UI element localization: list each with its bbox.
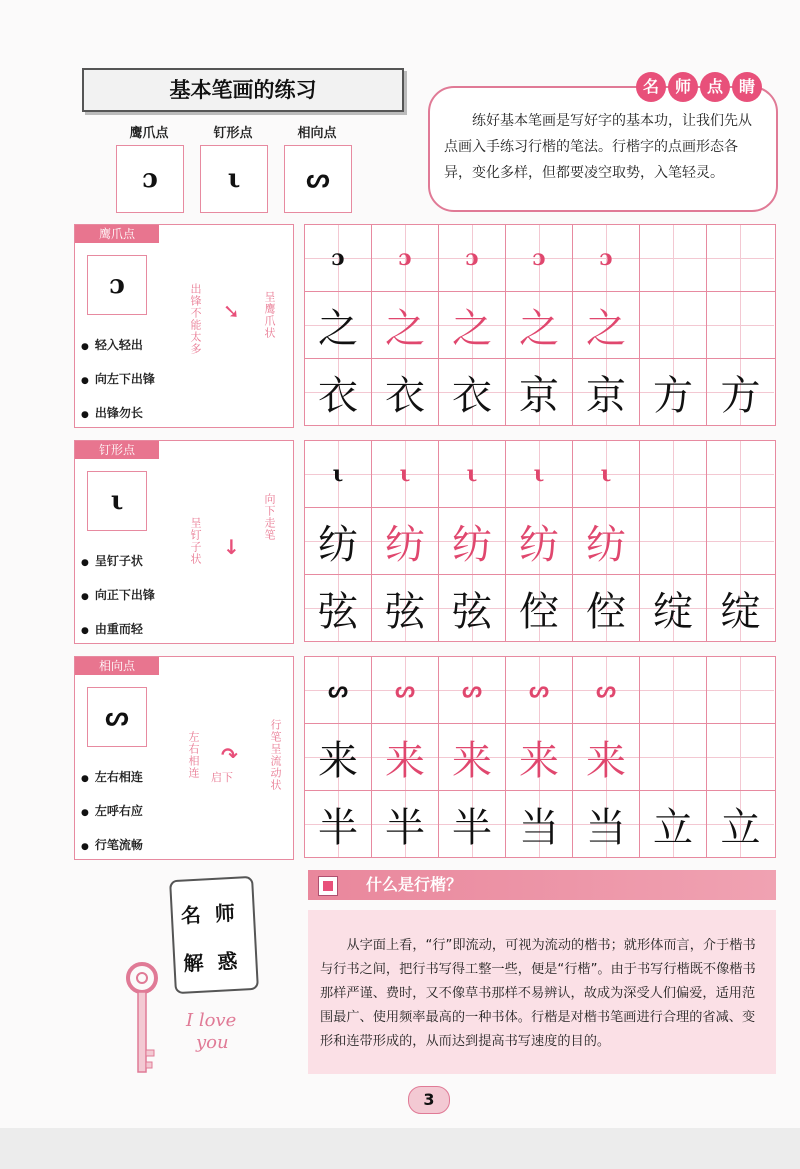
- grid-cell: ᔕ: [439, 657, 506, 723]
- stroke-glyph: ɔ: [142, 164, 158, 194]
- grid-cell: 倥: [573, 575, 640, 641]
- panel-cell: [87, 687, 147, 747]
- arrow-icon: ↷: [221, 743, 238, 767]
- grid-cell: 半: [372, 791, 439, 857]
- grid-cell: [640, 225, 707, 291]
- grid-cell: 半: [305, 791, 372, 857]
- demo-label: 鹰爪点: [129, 126, 169, 141]
- scan-margin: [0, 1128, 800, 1169]
- badge-char: 师: [668, 72, 698, 102]
- grid-cell: [640, 441, 707, 507]
- question-header: [308, 870, 776, 900]
- panel-cell: [87, 255, 147, 315]
- grid-cell: ι: [372, 441, 439, 507]
- grid-cell: 衣: [372, 359, 439, 425]
- grid-cell: ɔ: [372, 225, 439, 291]
- card-char: 惑: [216, 948, 239, 974]
- grid-cell: [707, 292, 774, 358]
- grid-cell: 当: [506, 791, 573, 857]
- grid-cell: 立: [707, 791, 774, 857]
- demo-cell: [116, 145, 184, 213]
- demo-cell: [200, 145, 268, 213]
- stroke-panel: [74, 656, 294, 860]
- grid-row: [305, 441, 775, 508]
- teacher-tip-badge: [636, 72, 762, 102]
- grid-cell: 弦: [305, 575, 372, 641]
- practice-grid: [304, 440, 776, 642]
- grid-cell: 来: [305, 724, 372, 790]
- stroke-note: 启下: [211, 771, 233, 784]
- grid-cell: [640, 724, 707, 790]
- teacher-tip-text: 练好基本笔画是写好字的基本功，让我们先从点画入手练习行楷的笔法。行楷字的点画形态各异，变化多样，但都要凌空取势，入笔轻灵。: [444, 113, 752, 181]
- grid-cell: 半: [439, 791, 506, 857]
- grid-cell: 纺: [439, 508, 506, 574]
- grid-cell: 纺: [372, 508, 439, 574]
- badge-char: 名: [636, 72, 666, 102]
- grid-row: [305, 225, 775, 292]
- grid-cell: 之: [439, 292, 506, 358]
- grid-cell: 来: [573, 724, 640, 790]
- grid-cell: ᔕ: [506, 657, 573, 723]
- grid-cell: 绽: [640, 575, 707, 641]
- grid-cell: 纺: [573, 508, 640, 574]
- grid-cell: ɔ: [506, 225, 573, 291]
- grid-cell: [707, 508, 774, 574]
- stroke-tips: [81, 329, 155, 431]
- grid-cell: [640, 508, 707, 574]
- stroke-glyph: ᔕ: [105, 702, 129, 732]
- grid-cell: 倥: [506, 575, 573, 641]
- tip-item: ● 左呼右应: [81, 795, 143, 829]
- grid-cell: 当: [573, 791, 640, 857]
- grid-cell: 方: [640, 359, 707, 425]
- grid-cell: ι: [305, 441, 372, 507]
- question-text: 从字面上看，“行”即流动，可视为流动的楷书；就形体而言，介于楷书与行书之间，把行书写得工整一些，便是“行楷”。由于书写行楷既不像楷书那样严谨、费时，又不像草书那样不易辨认，故成为深受人们偏爱，适用范围最广、使用频率最高的一种书体。行楷是对楷书笔画进行合理的省减、变形和连带形成的，从而达到提高书写速度的目的。: [320, 938, 756, 1049]
- grid-cell: [707, 441, 774, 507]
- tip-item: ● 轻入轻出: [81, 329, 155, 363]
- stroke-note: 出锋不能太多: [189, 283, 202, 355]
- page-title: 基本笔画的练习: [82, 68, 404, 112]
- stroke-glyph: ι: [227, 164, 241, 194]
- tip-item: ● 向左下出锋: [81, 363, 155, 397]
- grid-cell: ᔕ: [305, 657, 372, 723]
- grid-row: [305, 724, 775, 791]
- stroke-note: 呈鹰爪状: [263, 291, 276, 339]
- grid-cell: ᔕ: [573, 657, 640, 723]
- panel-header: 鹰爪点: [75, 225, 159, 243]
- arrow-icon: ➘: [223, 299, 240, 323]
- grid-cell: 来: [372, 724, 439, 790]
- panel-cell: [87, 471, 147, 531]
- question-title: 什么是行楷？: [366, 875, 463, 894]
- grid-cell: 之: [506, 292, 573, 358]
- tip-item: ● 左右相连: [81, 761, 143, 795]
- teacher-tip-box: [428, 77, 778, 212]
- grid-cell: ɔ: [305, 225, 372, 291]
- grid-row: [305, 292, 775, 359]
- page-number: 3: [408, 1086, 450, 1114]
- stroke-note: 左右相连: [187, 731, 200, 779]
- demo-label: 相向点: [297, 126, 337, 141]
- grid-cell: 之: [305, 292, 372, 358]
- grid-cell: 京: [573, 359, 640, 425]
- stroke-glyph: ᔕ: [306, 164, 330, 194]
- grid-cell: ᔕ: [372, 657, 439, 723]
- love-line: I love: [186, 1010, 237, 1031]
- tip-item: ● 向正下出锋: [81, 579, 155, 613]
- grid-row: [305, 359, 775, 425]
- grid-cell: [707, 657, 774, 723]
- grid-cell: 衣: [305, 359, 372, 425]
- stroke-tips: [81, 761, 143, 863]
- question-body: [308, 910, 776, 1074]
- grid-cell: ɔ: [439, 225, 506, 291]
- grid-cell: 纺: [506, 508, 573, 574]
- love-text: [186, 1010, 236, 1054]
- grid-cell: 来: [439, 724, 506, 790]
- practice-grid: [304, 224, 776, 426]
- stroke-tips: [81, 545, 155, 647]
- grid-cell: 弦: [372, 575, 439, 641]
- tip-item: ● 出锋勿长: [81, 397, 155, 431]
- stroke-note: 行笔呈流动状: [269, 719, 282, 791]
- grid-row: [305, 508, 775, 575]
- grid-cell: 衣: [439, 359, 506, 425]
- grid-cell: 之: [372, 292, 439, 358]
- badge-char: 睛: [732, 72, 762, 102]
- grid-cell: 立: [640, 791, 707, 857]
- arrow-icon: ↓: [223, 535, 240, 559]
- panel-header: 相向点: [75, 657, 159, 675]
- stroke-glyph: ι: [110, 486, 124, 516]
- grid-cell: [707, 225, 774, 291]
- grid-cell: [640, 657, 707, 723]
- grid-cell: 来: [506, 724, 573, 790]
- demo-cell: [284, 145, 352, 213]
- grid-cell: 弦: [439, 575, 506, 641]
- stroke-glyph: ɔ: [109, 270, 125, 300]
- key-icon: [112, 960, 162, 1080]
- demo-label: 钉形点: [213, 126, 253, 141]
- grid-row: [305, 657, 775, 724]
- grid-cell: 绽: [707, 575, 774, 641]
- stroke-panel: [74, 440, 294, 644]
- stroke-panel: [74, 224, 294, 428]
- panel-header: 钉形点: [75, 441, 159, 459]
- stroke-note: 向下走笔: [263, 493, 276, 541]
- grid-cell: [707, 724, 774, 790]
- grid-cell: [640, 292, 707, 358]
- stroke-note: 呈钉子状: [189, 517, 202, 565]
- grid-row: [305, 791, 775, 857]
- grid-cell: ι: [439, 441, 506, 507]
- love-line: you: [196, 1032, 229, 1053]
- square-bullet-icon: [318, 876, 338, 896]
- master-card: [169, 876, 259, 994]
- grid-cell: 方: [707, 359, 774, 425]
- badge-char: 点: [700, 72, 730, 102]
- tip-item: ● 行笔流畅: [81, 829, 143, 863]
- grid-cell: 之: [573, 292, 640, 358]
- tip-item: ● 由重而轻: [81, 613, 155, 647]
- grid-cell: ι: [506, 441, 573, 507]
- grid-cell: 京: [506, 359, 573, 425]
- card-char: 解: [182, 950, 205, 976]
- tip-item: ● 呈钉子状: [81, 545, 155, 579]
- grid-cell: ɔ: [573, 225, 640, 291]
- practice-grid: [304, 656, 776, 858]
- card-char: 师: [214, 900, 236, 926]
- grid-row: [305, 575, 775, 641]
- card-char: 名: [180, 902, 202, 928]
- grid-cell: ι: [573, 441, 640, 507]
- grid-cell: 纺: [305, 508, 372, 574]
